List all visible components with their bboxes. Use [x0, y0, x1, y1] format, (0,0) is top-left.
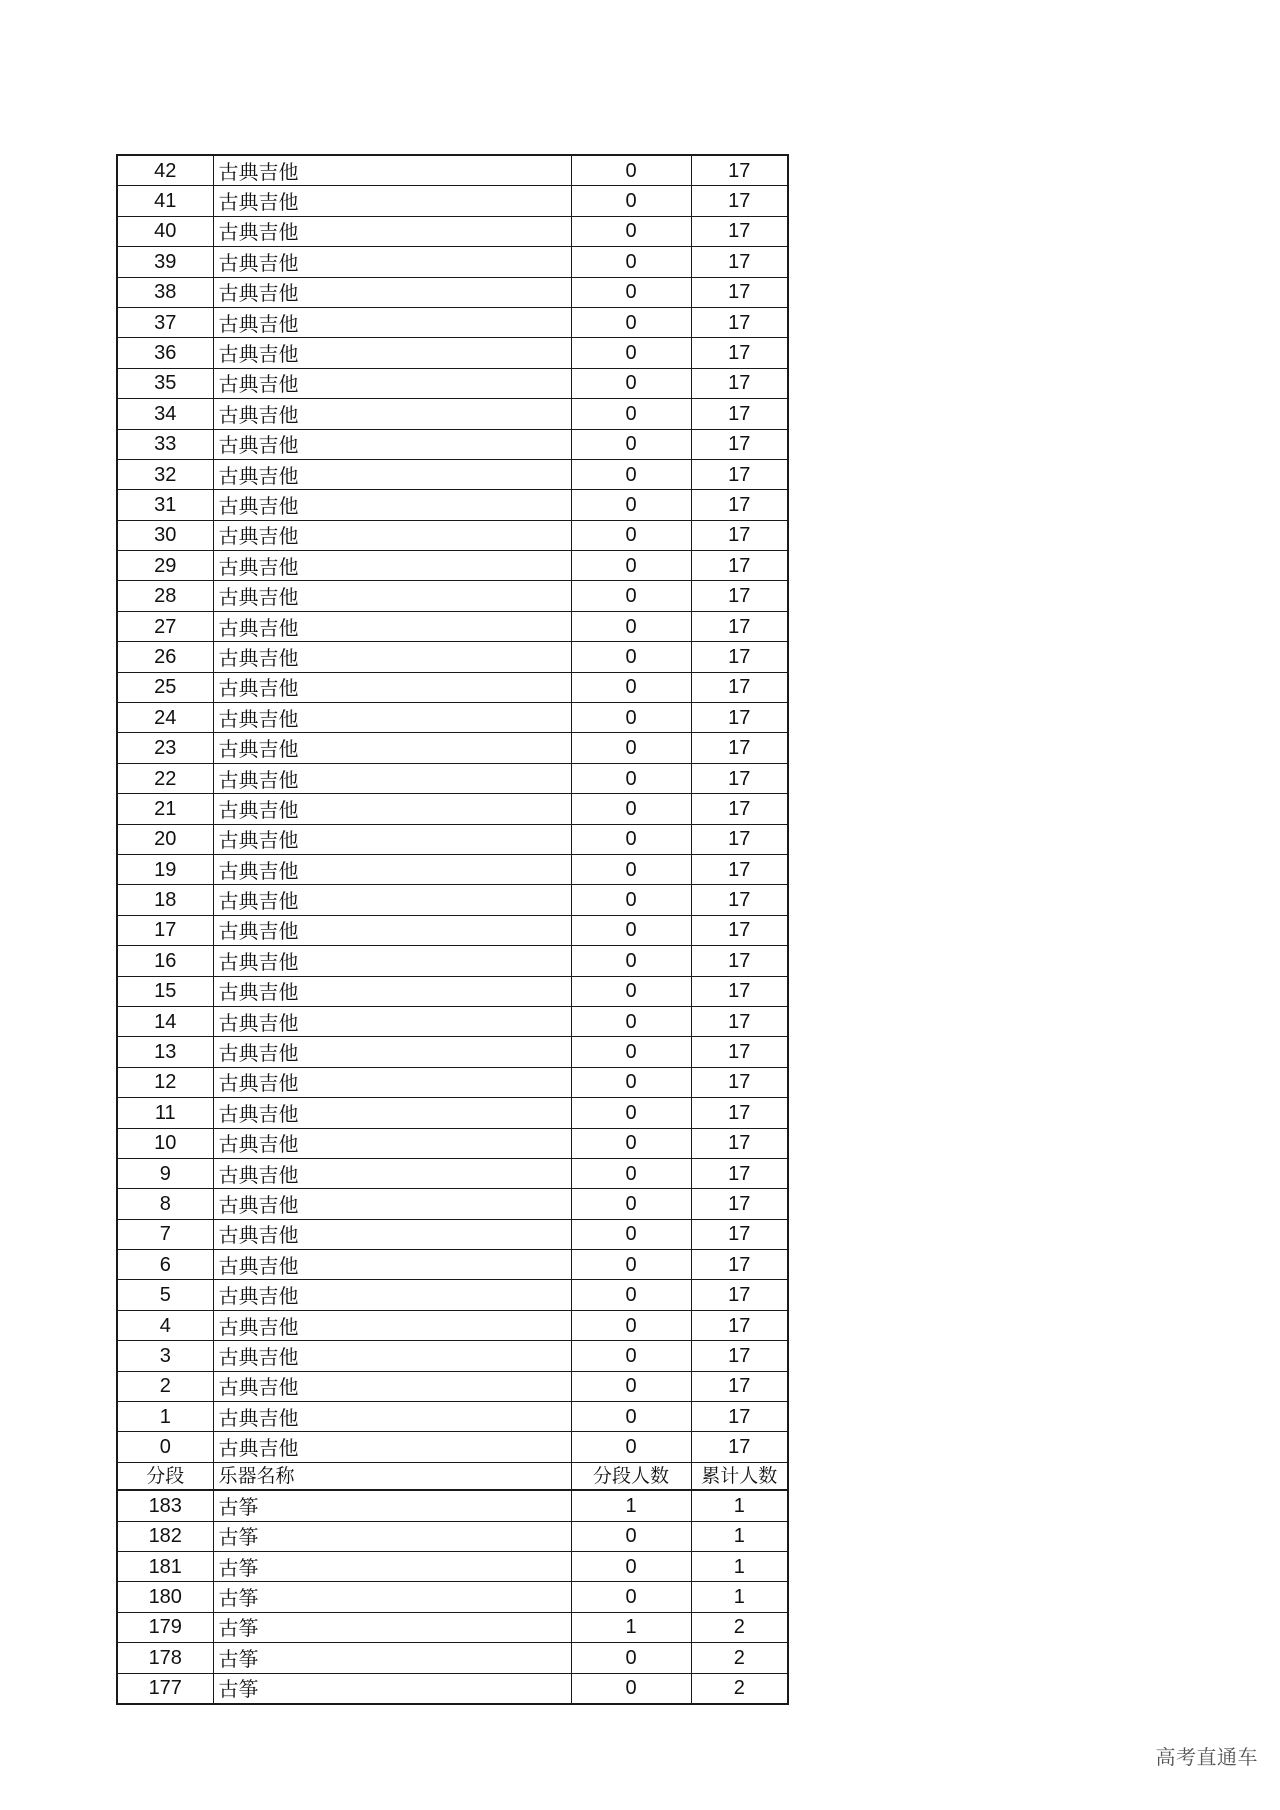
table-row [117, 247, 788, 277]
segment-count-cell: 0 [571, 551, 691, 581]
segment-count-cell: 0 [571, 1521, 691, 1551]
table-row [117, 1341, 788, 1371]
table-row [117, 885, 788, 915]
instrument-cell: 古典吉他 [213, 307, 571, 337]
cumulative-count-cell: 17 [691, 368, 788, 398]
instrument-cell: 古典吉他 [213, 520, 571, 550]
table-row [117, 490, 788, 520]
score-cell: 2 [117, 1371, 213, 1401]
segment-count-cell: 0 [571, 915, 691, 945]
segment-count-cell: 0 [571, 1551, 691, 1581]
table-row [117, 520, 788, 550]
segment-count-cell: 0 [571, 824, 691, 854]
instrument-cell: 古典吉他 [213, 1158, 571, 1188]
cumulative-count-cell: 17 [691, 672, 788, 702]
watermark-text: 高考直通车 [1155, 1745, 1258, 1769]
table-row [117, 763, 788, 793]
table-row [117, 915, 788, 945]
instrument-cell: 古典吉他 [213, 946, 571, 976]
segment-count-cell: 0 [571, 1341, 691, 1371]
cumulative-count-cell: 17 [691, 1098, 788, 1128]
score-cell: 41 [117, 186, 213, 216]
score-cell: 11 [117, 1098, 213, 1128]
segment-count-cell: 0 [571, 1098, 691, 1128]
score-table-sheet [116, 154, 787, 1705]
cumulative-count-cell: 2 [691, 1673, 788, 1704]
score-cell: 180 [117, 1582, 213, 1612]
table-row [117, 216, 788, 246]
table-row [117, 854, 788, 884]
score-cell: 28 [117, 581, 213, 611]
segment-count-cell: 0 [571, 1128, 691, 1158]
cumulative-count-cell: 17 [691, 490, 788, 520]
segment-count-cell: 0 [571, 1582, 691, 1612]
cumulative-count-cell: 17 [691, 247, 788, 277]
cumulative-count-cell: 17 [691, 1219, 788, 1249]
cumulative-count-cell: 17 [691, 1189, 788, 1219]
score-cell: 12 [117, 1067, 213, 1097]
score-cell: 1 [117, 1402, 213, 1432]
table-row [117, 1158, 788, 1188]
instrument-cell: 古典吉他 [213, 1310, 571, 1340]
segment-count-cell: 0 [571, 277, 691, 307]
score-cell: 183 [117, 1490, 213, 1521]
instrument-cell: 古典吉他 [213, 1098, 571, 1128]
instrument-cell: 古典吉他 [213, 551, 571, 581]
segment-count-cell: 0 [571, 672, 691, 702]
segment-count-cell: 0 [571, 1673, 691, 1704]
cumulative-count-cell: 17 [691, 307, 788, 337]
score-cell: 40 [117, 216, 213, 246]
score-cell: 27 [117, 611, 213, 641]
instrument-cell: 古典吉他 [213, 1371, 571, 1401]
segment-count-cell: 0 [571, 429, 691, 459]
segment-count-cell: 0 [571, 1158, 691, 1188]
segment-count-cell: 0 [571, 1189, 691, 1219]
cumulative-count-cell: 17 [691, 459, 788, 489]
score-cell: 42 [117, 155, 213, 186]
table-row [117, 1582, 788, 1612]
score-cell: 35 [117, 368, 213, 398]
cumulative-count-cell: 17 [691, 216, 788, 246]
cumulative-count-cell: 17 [691, 1402, 788, 1432]
segment-count-cell: 0 [571, 1067, 691, 1097]
segment-count-cell: 0 [571, 1432, 691, 1462]
instrument-cell: 古典吉他 [213, 1067, 571, 1097]
header-score: 分段 [117, 1462, 213, 1490]
segment-count-cell: 0 [571, 459, 691, 489]
cumulative-count-cell: 17 [691, 1371, 788, 1401]
score-cell: 36 [117, 338, 213, 368]
segment-count-cell: 0 [571, 1371, 691, 1401]
score-cell: 3 [117, 1341, 213, 1371]
segment-count-cell: 0 [571, 885, 691, 915]
cumulative-count-cell: 17 [691, 338, 788, 368]
segment-count-cell: 0 [571, 946, 691, 976]
instrument-cell: 古筝 [213, 1490, 571, 1521]
instrument-cell: 古典吉他 [213, 338, 571, 368]
segment-count-cell: 0 [571, 186, 691, 216]
segment-count-cell: 0 [571, 976, 691, 1006]
score-cell: 10 [117, 1128, 213, 1158]
table-row [117, 1673, 788, 1704]
instrument-cell: 古典吉他 [213, 1250, 571, 1280]
table-row [117, 1643, 788, 1673]
instrument-cell: 古典吉他 [213, 490, 571, 520]
segment-count-cell: 0 [571, 611, 691, 641]
score-cell: 14 [117, 1006, 213, 1036]
segment-count-cell: 0 [571, 216, 691, 246]
table-body [117, 155, 788, 1704]
score-cell: 0 [117, 1432, 213, 1462]
table-row [117, 277, 788, 307]
score-cell: 25 [117, 672, 213, 702]
table-row [117, 307, 788, 337]
table-row [117, 1037, 788, 1067]
score-cell: 24 [117, 703, 213, 733]
instrument-cell: 古筝 [213, 1612, 571, 1642]
table-row [117, 1006, 788, 1036]
instrument-cell: 古典吉他 [213, 399, 571, 429]
instrument-cell: 古典吉他 [213, 1189, 571, 1219]
score-cell: 20 [117, 824, 213, 854]
cumulative-count-cell: 17 [691, 581, 788, 611]
segment-count-cell: 0 [571, 1402, 691, 1432]
table-row [117, 551, 788, 581]
cumulative-count-cell: 17 [691, 1432, 788, 1462]
score-cell: 29 [117, 551, 213, 581]
instrument-cell: 古典吉他 [213, 794, 571, 824]
table-row [117, 794, 788, 824]
segment-count-cell: 0 [571, 703, 691, 733]
table-row [117, 1551, 788, 1581]
cumulative-count-cell: 17 [691, 642, 788, 672]
segment-count-cell: 0 [571, 520, 691, 550]
table-row [117, 1612, 788, 1642]
cumulative-count-cell: 17 [691, 763, 788, 793]
cumulative-count-cell: 17 [691, 611, 788, 641]
instrument-cell: 古典吉他 [213, 915, 571, 945]
table-row [117, 459, 788, 489]
instrument-cell: 古典吉他 [213, 1432, 571, 1462]
table-row [117, 703, 788, 733]
table-row [117, 1189, 788, 1219]
score-cell: 34 [117, 399, 213, 429]
instrument-cell: 古典吉他 [213, 1006, 571, 1036]
cumulative-count-cell: 17 [691, 976, 788, 1006]
instrument-cell: 古典吉他 [213, 1219, 571, 1249]
instrument-cell: 古典吉他 [213, 1037, 571, 1067]
cumulative-count-cell: 17 [691, 1341, 788, 1371]
instrument-cell: 古典吉他 [213, 1128, 571, 1158]
instrument-cell: 古典吉他 [213, 429, 571, 459]
instrument-cell: 古典吉他 [213, 763, 571, 793]
score-cell: 178 [117, 1643, 213, 1673]
header-instrument: 乐器名称 [213, 1462, 571, 1490]
segment-count-cell: 0 [571, 1037, 691, 1067]
cumulative-count-cell: 2 [691, 1612, 788, 1642]
instrument-cell: 古筝 [213, 1551, 571, 1581]
segment-count-cell: 0 [571, 399, 691, 429]
segment-count-cell: 0 [571, 338, 691, 368]
cumulative-count-cell: 17 [691, 1250, 788, 1280]
table-row [117, 1098, 788, 1128]
score-cell: 6 [117, 1250, 213, 1280]
instrument-cell: 古典吉他 [213, 459, 571, 489]
segment-count-cell: 0 [571, 368, 691, 398]
instrument-cell: 古典吉他 [213, 824, 571, 854]
cumulative-count-cell: 17 [691, 429, 788, 459]
table-row [117, 399, 788, 429]
cumulative-count-cell: 17 [691, 399, 788, 429]
cumulative-count-cell: 2 [691, 1643, 788, 1673]
table-row [117, 946, 788, 976]
segment-count-cell: 0 [571, 733, 691, 763]
table-row [117, 368, 788, 398]
table-row [117, 733, 788, 763]
segment-count-cell: 0 [571, 763, 691, 793]
cumulative-count-cell: 17 [691, 551, 788, 581]
cumulative-count-cell: 17 [691, 854, 788, 884]
table-row [117, 338, 788, 368]
segment-count-cell: 0 [571, 1310, 691, 1340]
segment-count-cell: 0 [571, 307, 691, 337]
table-row [117, 976, 788, 1006]
score-cell: 30 [117, 520, 213, 550]
instrument-cell: 古典吉他 [213, 885, 571, 915]
score-cell: 15 [117, 976, 213, 1006]
score-cell: 39 [117, 247, 213, 277]
table-row [117, 1280, 788, 1310]
segment-count-cell: 0 [571, 854, 691, 884]
score-cell: 33 [117, 429, 213, 459]
instrument-cell: 古典吉他 [213, 672, 571, 702]
cumulative-count-cell: 17 [691, 1006, 788, 1036]
instrument-cell: 古典吉他 [213, 186, 571, 216]
score-cell: 22 [117, 763, 213, 793]
header-segment-count: 分段人数 [571, 1462, 691, 1490]
table-row [117, 1310, 788, 1340]
score-cell: 4 [117, 1310, 213, 1340]
table-row [117, 581, 788, 611]
instrument-cell: 古典吉他 [213, 611, 571, 641]
table-row [117, 1250, 788, 1280]
table-row [117, 429, 788, 459]
table-row [117, 1371, 788, 1401]
instrument-cell: 古典吉他 [213, 642, 571, 672]
table-row [117, 611, 788, 641]
score-cell: 23 [117, 733, 213, 763]
segment-count-cell: 0 [571, 581, 691, 611]
score-cell: 32 [117, 459, 213, 489]
instrument-cell: 古典吉他 [213, 1402, 571, 1432]
instrument-cell: 古典吉他 [213, 247, 571, 277]
table-row [117, 1402, 788, 1432]
instrument-cell: 古筝 [213, 1673, 571, 1704]
cumulative-count-cell: 17 [691, 794, 788, 824]
score-cell: 26 [117, 642, 213, 672]
cumulative-count-cell: 17 [691, 885, 788, 915]
segment-count-cell: 0 [571, 642, 691, 672]
score-cell: 38 [117, 277, 213, 307]
segment-count-cell: 0 [571, 1643, 691, 1673]
table-row [117, 1521, 788, 1551]
instrument-cell: 古典吉他 [213, 368, 571, 398]
score-cell: 19 [117, 854, 213, 884]
cumulative-count-cell: 17 [691, 1280, 788, 1310]
cumulative-count-cell: 17 [691, 277, 788, 307]
instrument-cell: 古典吉他 [213, 1280, 571, 1310]
segment-count-cell: 1 [571, 1612, 691, 1642]
segment-count-cell: 0 [571, 1280, 691, 1310]
segment-count-cell: 0 [571, 490, 691, 520]
cumulative-count-cell: 17 [691, 946, 788, 976]
instrument-cell: 古典吉他 [213, 976, 571, 1006]
cumulative-count-cell: 1 [691, 1551, 788, 1581]
table-row [117, 1432, 788, 1462]
cumulative-count-cell: 17 [691, 1067, 788, 1097]
score-cell: 13 [117, 1037, 213, 1067]
segment-count-cell: 0 [571, 794, 691, 824]
table-header-row [117, 1462, 788, 1490]
score-cell: 17 [117, 915, 213, 945]
segment-count-cell: 0 [571, 1250, 691, 1280]
score-table [116, 154, 789, 1705]
table-row [117, 824, 788, 854]
score-cell: 181 [117, 1551, 213, 1581]
instrument-cell: 古典吉他 [213, 155, 571, 186]
score-cell: 16 [117, 946, 213, 976]
table-row [117, 1128, 788, 1158]
table-row [117, 1490, 788, 1521]
score-cell: 37 [117, 307, 213, 337]
score-cell: 9 [117, 1158, 213, 1188]
table-row [117, 1067, 788, 1097]
score-cell: 8 [117, 1189, 213, 1219]
instrument-cell: 古典吉他 [213, 277, 571, 307]
score-cell: 21 [117, 794, 213, 824]
score-cell: 7 [117, 1219, 213, 1249]
cumulative-count-cell: 17 [691, 824, 788, 854]
table-row [117, 672, 788, 702]
score-cell: 179 [117, 1612, 213, 1642]
cumulative-count-cell: 1 [691, 1490, 788, 1521]
segment-count-cell: 0 [571, 247, 691, 277]
cumulative-count-cell: 17 [691, 520, 788, 550]
score-cell: 5 [117, 1280, 213, 1310]
instrument-cell: 古筝 [213, 1582, 571, 1612]
segment-count-cell: 0 [571, 1006, 691, 1036]
instrument-cell: 古筝 [213, 1643, 571, 1673]
instrument-cell: 古典吉他 [213, 1341, 571, 1371]
table-row [117, 155, 788, 186]
instrument-cell: 古典吉他 [213, 703, 571, 733]
table-row [117, 642, 788, 672]
instrument-cell: 古典吉他 [213, 581, 571, 611]
segment-count-cell: 0 [571, 1219, 691, 1249]
score-cell: 31 [117, 490, 213, 520]
cumulative-count-cell: 17 [691, 733, 788, 763]
cumulative-count-cell: 17 [691, 703, 788, 733]
cumulative-count-cell: 17 [691, 1128, 788, 1158]
cumulative-count-cell: 1 [691, 1521, 788, 1551]
segment-count-cell: 0 [571, 155, 691, 186]
header-cumulative-count: 累计人数 [691, 1462, 788, 1490]
segment-count-cell: 1 [571, 1490, 691, 1521]
instrument-cell: 古典吉他 [213, 216, 571, 246]
cumulative-count-cell: 17 [691, 1310, 788, 1340]
cumulative-count-cell: 17 [691, 1158, 788, 1188]
score-cell: 182 [117, 1521, 213, 1551]
instrument-cell: 古典吉他 [213, 854, 571, 884]
cumulative-count-cell: 17 [691, 915, 788, 945]
instrument-cell: 古典吉他 [213, 733, 571, 763]
cumulative-count-cell: 17 [691, 186, 788, 216]
cumulative-count-cell: 17 [691, 1037, 788, 1067]
cumulative-count-cell: 17 [691, 155, 788, 186]
score-cell: 18 [117, 885, 213, 915]
table-row [117, 186, 788, 216]
table-row [117, 1219, 788, 1249]
instrument-cell: 古筝 [213, 1521, 571, 1551]
cumulative-count-cell: 1 [691, 1582, 788, 1612]
score-cell: 177 [117, 1673, 213, 1704]
